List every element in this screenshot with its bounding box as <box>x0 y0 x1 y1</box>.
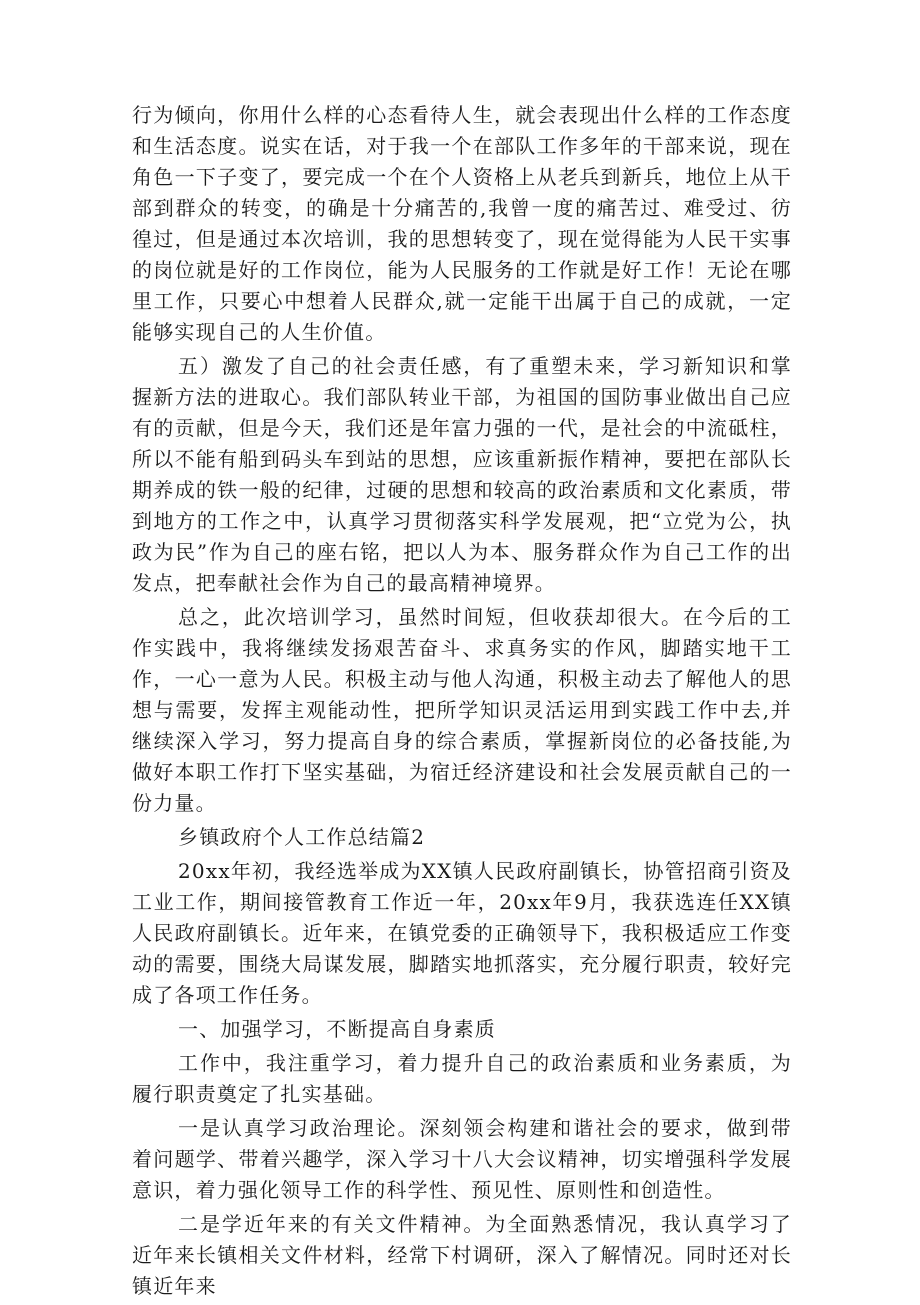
paragraph-5: 工作中，我注重学习，着力提升自己的政治素质和业务素质，为履行职责奠定了扎实基础。 <box>132 1051 792 1106</box>
paragraph-6: 一是认真学习政治理论。深刻领会构建和谐社会的要求，做到带着问题学、带着兴趣学，深入学习十八大会议精神，切实增强科学发展意识，着力强化领导工作的科学性、预见性、原则性和创造性。 <box>132 1116 792 1202</box>
subsection-heading-1: 一、加强学习，不断提高自身素质 <box>178 1017 496 1041</box>
section-title: 乡镇政府个人工作总结篇2 <box>178 825 426 849</box>
paragraph-4: 20xx年初，我经选举成为XX镇人民政府副镇长，协管招商引资及工业工作，期间接管教育工作近一年，20xx年9月，我获选连任XX镇人民政府副镇长。近年来，在镇党委的正确领导下，我积极适应工作变动的需要，围绕大局谋发展，脚踏实地抓落实，充分履行职责，较好完成了各项工作任务。 <box>132 859 792 1007</box>
paragraph-3: 总之，此次培训学习，虽然时间短，但收获却很大。在今后的工作实践中，我将继续发扬艰苦奋斗、求真务实的作风，脚踏实地干工作，一心一意为人民。积极主动与他人沟通，积极主动去了解他人的思想与需要，发挥主观能动性，把所学知识灵活运用到实践工作中去,并继续深入学习，努力提高自身的综合素质，掌握新岗位的必备技能,为做好本职工作打下坚实基础，为宿迁经济建设和社会发展贡献自己的一份力量。 <box>132 605 792 815</box>
document-body <box>132 100 792 1305</box>
paragraph-7: 二是学近年来的有关文件精神。为全面熟悉情况，我认真学习了近年来长镇相关文件材料，经常下村调研，深入了解情况。同时还对长镇近年来 <box>132 1212 792 1298</box>
paragraph-1: 行为倾向，你用什么样的心态看待人生，就会表现出什么样的工作态度和生活态度。说实在话，对于我一个在部队工作多年的干部来说，现在角色一下子变了，要完成一个在个人资格上从老兵到新兵，地位上从干部到群众的转变，的确是十分痛苦的,我曾一度的痛苦过、难受过、彷徨过，但是通过本次培训，我的思想转变了，现在觉得能为人民干实事的岗位就是好的工作岗位，能为人民服务的工作就是好工作！无论在哪里工作，只要心中想着人民群众,就一定能干出属于自己的成就，一定能够实现自己的人生价值。 <box>132 103 792 344</box>
paragraph-2: 五）激发了自己的社会责任感，有了重塑未来，学习新知识和掌握新方法的进取心。我们部队转业干部，为祖国的国防事业做出自己应有的贡献，但是今天，我们还是年富力强的一代，是社会的中流砥柱，所以不能有船到码头车到站的思想，应该重新振作精神，要把在部队长期养成的铁一般的纪律，过硬的思想和较高的政治素质和文化素质，带到地方的工作之中，认真学习贯彻落实科学发展观，把“立党为公，执政为民”作为自己的座右铭，把以人为本、服务群众作为自己工作的出发点，把奉献社会作为自己的最高精神境界。 <box>132 354 792 595</box>
